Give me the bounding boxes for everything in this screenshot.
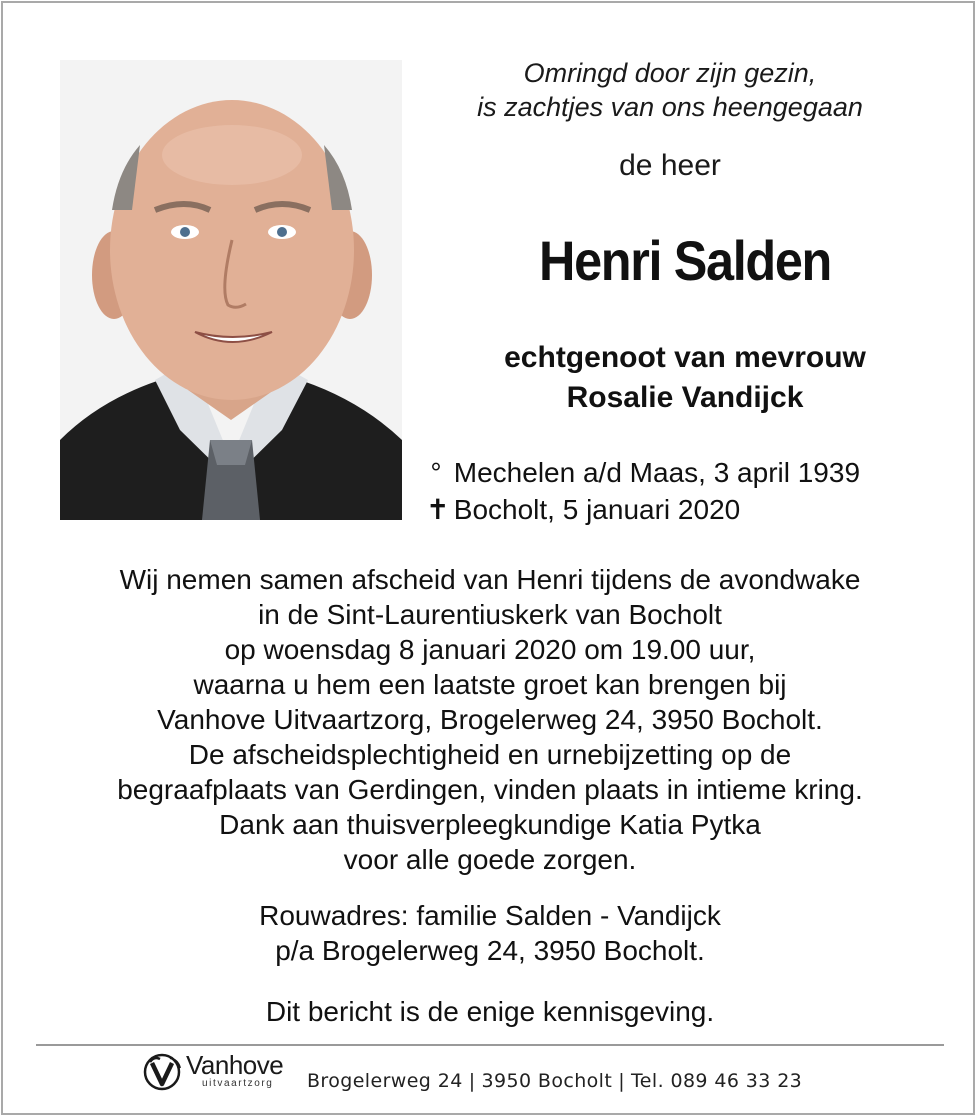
footer-street: Brogelerweg 24 bbox=[307, 1070, 463, 1092]
title-block bbox=[430, 148, 910, 184]
body-line: op woensdag 8 januari 2020 om 19.00 uur, bbox=[224, 634, 756, 665]
vanhove-logo bbox=[142, 1050, 302, 1094]
intro-line-1: Omringd door zijn gezin, bbox=[523, 58, 817, 88]
body-line: voor alle goede zorgen. bbox=[343, 844, 637, 875]
birth-line bbox=[426, 454, 946, 491]
birth-mark: ° bbox=[430, 457, 442, 488]
footer-separator: | bbox=[618, 1070, 626, 1092]
footer-separator: | bbox=[468, 1070, 476, 1092]
spouse-line-2: Rosalie Vandijck bbox=[566, 381, 804, 414]
portrait-photo bbox=[60, 60, 402, 520]
spouse-line-1: echtgenoot van mevrouw bbox=[504, 341, 866, 374]
footer-contact bbox=[307, 1070, 947, 1092]
mourning-address bbox=[40, 898, 940, 968]
vanhove-emblem-icon bbox=[142, 1050, 186, 1094]
footer-divider bbox=[36, 1044, 944, 1046]
honorific: de heer bbox=[619, 149, 721, 182]
notice-text: Dit bericht is de enige kennisgeving. bbox=[265, 996, 715, 1027]
dates-block bbox=[426, 454, 946, 528]
death-line bbox=[426, 491, 946, 528]
body-line: waarna u hem een laatste groet kan brengen bij bbox=[193, 669, 787, 700]
address-line-2: p/a Brogelerweg 24, 3950 Bocholt. bbox=[275, 935, 705, 966]
cross-icon: ✝ bbox=[426, 494, 450, 525]
body-line: begraafplaats van Gerdingen, vinden plaats in intieme kring. bbox=[117, 774, 863, 805]
deceased-name: Henri Salden bbox=[539, 229, 831, 292]
body-line: in de Sint-Laurentiuskerk van Bocholt bbox=[258, 599, 722, 630]
spouse-block bbox=[430, 338, 940, 418]
intro-block bbox=[430, 56, 910, 124]
announcement-text bbox=[40, 562, 940, 877]
brand-name: Vanhove bbox=[186, 1050, 284, 1080]
body-line: De afscheidsplechtigheid en urnebijzetting op de bbox=[188, 739, 792, 770]
footer-phone: Tel. 089 46 33 23 bbox=[631, 1070, 803, 1092]
address-line-1: Rouwadres: familie Salden - Vandijck bbox=[259, 900, 721, 931]
footer-city: 3950 Bocholt bbox=[481, 1070, 613, 1092]
body-line: Wij nemen samen afscheid van Henri tijdens de avondwake bbox=[119, 564, 861, 595]
death-details: Bocholt, 5 januari 2020 bbox=[453, 494, 741, 525]
body-line: Dank aan thuisverpleegkundige Katia Pytka bbox=[219, 809, 761, 840]
body-line: Vanhove Uitvaartzorg, Brogelerweg 24, 3950 Bocholt. bbox=[157, 704, 823, 735]
birth-details: Mechelen a/d Maas, 3 april 1939 bbox=[453, 457, 861, 488]
brand-subtitle: uitvaartzorg bbox=[202, 1078, 274, 1089]
intro-line-2: is zachtjes van ons heengegaan bbox=[477, 92, 863, 122]
